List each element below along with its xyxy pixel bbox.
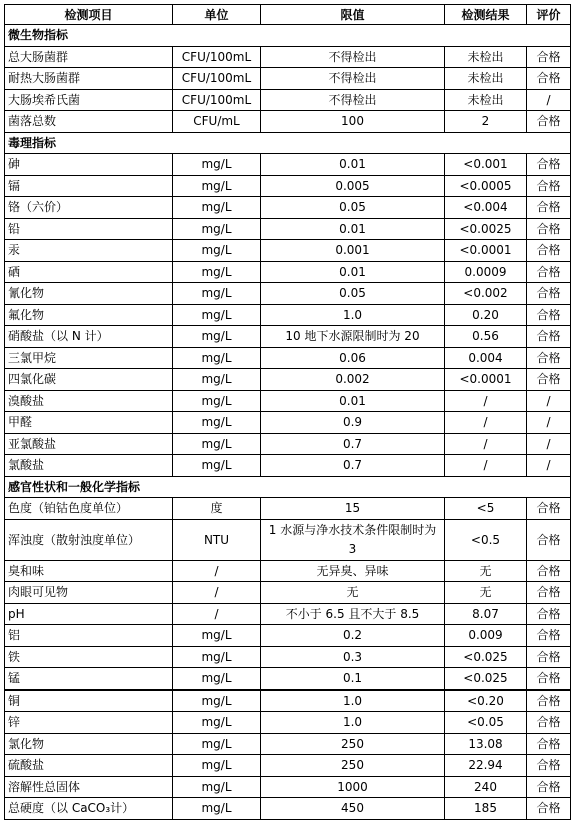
cell-evaluation: 合格 bbox=[527, 154, 571, 176]
cell-result: 0.56 bbox=[445, 326, 527, 348]
table-row bbox=[5, 455, 571, 477]
table-row bbox=[5, 89, 571, 111]
cell-evaluation: 合格 bbox=[527, 498, 571, 520]
cell-result: <0.5 bbox=[445, 519, 527, 560]
cell-evaluation: 合格 bbox=[527, 46, 571, 68]
cell-unit: mg/L bbox=[173, 197, 261, 219]
cell-unit: 度 bbox=[173, 498, 261, 520]
cell-limit: 10 地下水源限制时为 20 bbox=[261, 326, 445, 348]
cell-item: 色度（铂钴色度单位） bbox=[5, 498, 173, 520]
cell-unit: mg/L bbox=[173, 668, 261, 690]
cell-unit: mg/L bbox=[173, 733, 261, 755]
cell-limit: 0.005 bbox=[261, 175, 445, 197]
cell-item: 氯酸盐 bbox=[5, 455, 173, 477]
table-row bbox=[5, 154, 571, 176]
header-result: 检测结果 bbox=[445, 5, 527, 25]
cell-limit: 250 bbox=[261, 755, 445, 777]
cell-item: 亚氯酸盐 bbox=[5, 433, 173, 455]
cell-item: 硝酸盐（以 N 计） bbox=[5, 326, 173, 348]
header-unit: 单位 bbox=[173, 5, 261, 25]
cell-evaluation: 合格 bbox=[527, 111, 571, 133]
cell-result: 22.94 bbox=[445, 755, 527, 777]
cell-unit: mg/L bbox=[173, 283, 261, 305]
cell-item: 浑浊度（散射浊度单位） bbox=[5, 519, 173, 560]
cell-limit: 0.3 bbox=[261, 646, 445, 668]
cell-unit: CFU/100mL bbox=[173, 68, 261, 90]
cell-result: / bbox=[445, 433, 527, 455]
water-quality-report bbox=[4, 4, 570, 820]
cell-item: 肉眼可见物 bbox=[5, 582, 173, 604]
cell-result: 0.0009 bbox=[445, 261, 527, 283]
cell-evaluation: 合格 bbox=[527, 369, 571, 391]
cell-limit: 1.0 bbox=[261, 304, 445, 326]
cell-unit: mg/L bbox=[173, 690, 261, 712]
cell-evaluation: / bbox=[527, 455, 571, 477]
cell-limit: 0.7 bbox=[261, 433, 445, 455]
table-row bbox=[5, 646, 571, 668]
cell-unit: mg/L bbox=[173, 625, 261, 647]
cell-result: 0.20 bbox=[445, 304, 527, 326]
cell-result: <0.0005 bbox=[445, 175, 527, 197]
table-row bbox=[5, 498, 571, 520]
table-row bbox=[5, 369, 571, 391]
cell-evaluation: 合格 bbox=[527, 240, 571, 262]
cell-limit: 0.05 bbox=[261, 197, 445, 219]
cell-evaluation: / bbox=[527, 390, 571, 412]
cell-item: 铁 bbox=[5, 646, 173, 668]
cell-unit: / bbox=[173, 582, 261, 604]
cell-item: 大肠埃希氏菌 bbox=[5, 89, 173, 111]
cell-unit: mg/L bbox=[173, 755, 261, 777]
cell-result: / bbox=[445, 390, 527, 412]
cell-limit: 0.01 bbox=[261, 261, 445, 283]
table-row bbox=[5, 326, 571, 348]
table-row bbox=[5, 283, 571, 305]
section-row bbox=[5, 132, 571, 154]
cell-item: 铬（六价） bbox=[5, 197, 173, 219]
cell-evaluation: 合格 bbox=[527, 755, 571, 777]
cell-unit: mg/L bbox=[173, 646, 261, 668]
table-row bbox=[5, 603, 571, 625]
cell-evaluation: 合格 bbox=[527, 261, 571, 283]
cell-unit: mg/L bbox=[173, 798, 261, 820]
test-results-table bbox=[4, 4, 571, 820]
cell-limit: 不小于 6.5 且不大于 8.5 bbox=[261, 603, 445, 625]
cell-limit: 0.002 bbox=[261, 369, 445, 391]
cell-unit: mg/L bbox=[173, 776, 261, 798]
cell-result: <0.0001 bbox=[445, 240, 527, 262]
cell-evaluation: 合格 bbox=[527, 798, 571, 820]
table-row bbox=[5, 733, 571, 755]
cell-item: 菌落总数 bbox=[5, 111, 173, 133]
table-row bbox=[5, 197, 571, 219]
cell-item: 镉 bbox=[5, 175, 173, 197]
cell-item: 氰化物 bbox=[5, 283, 173, 305]
cell-evaluation: 合格 bbox=[527, 304, 571, 326]
cell-limit: 1.0 bbox=[261, 690, 445, 712]
table-row bbox=[5, 755, 571, 777]
cell-evaluation: / bbox=[527, 412, 571, 434]
cell-evaluation: / bbox=[527, 89, 571, 111]
cell-item: 铜 bbox=[5, 690, 173, 712]
table-row bbox=[5, 390, 571, 412]
section-title: 毒理指标 bbox=[5, 132, 571, 154]
cell-limit: 无异臭、异味 bbox=[261, 560, 445, 582]
table-row bbox=[5, 690, 571, 712]
cell-item: 硒 bbox=[5, 261, 173, 283]
cell-result: 0.004 bbox=[445, 347, 527, 369]
cell-result: / bbox=[445, 412, 527, 434]
cell-item: 汞 bbox=[5, 240, 173, 262]
cell-limit: 0.2 bbox=[261, 625, 445, 647]
cell-item: 氟化物 bbox=[5, 304, 173, 326]
table-row bbox=[5, 175, 571, 197]
cell-item: 耐热大肠菌群 bbox=[5, 68, 173, 90]
cell-evaluation: 合格 bbox=[527, 603, 571, 625]
cell-evaluation: 合格 bbox=[527, 646, 571, 668]
table-row bbox=[5, 625, 571, 647]
cell-limit: 不得检出 bbox=[261, 46, 445, 68]
cell-unit: mg/L bbox=[173, 154, 261, 176]
cell-item: 溴酸盐 bbox=[5, 390, 173, 412]
cell-evaluation: 合格 bbox=[527, 712, 571, 734]
cell-evaluation: 合格 bbox=[527, 218, 571, 240]
table-row bbox=[5, 261, 571, 283]
cell-result: 2 bbox=[445, 111, 527, 133]
table-row bbox=[5, 347, 571, 369]
section-title: 感官性状和一般化学指标 bbox=[5, 476, 571, 498]
cell-unit: mg/L bbox=[173, 433, 261, 455]
table-row bbox=[5, 240, 571, 262]
header-evaluation: 评价 bbox=[527, 5, 571, 25]
header-limit: 限值 bbox=[261, 5, 445, 25]
cell-evaluation: 合格 bbox=[527, 326, 571, 348]
cell-result: 未检出 bbox=[445, 68, 527, 90]
cell-unit: mg/L bbox=[173, 390, 261, 412]
cell-item: 氯化物 bbox=[5, 733, 173, 755]
cell-unit: CFU/mL bbox=[173, 111, 261, 133]
cell-limit: 0.7 bbox=[261, 455, 445, 477]
table-row bbox=[5, 668, 571, 690]
cell-limit: 无 bbox=[261, 582, 445, 604]
cell-item: 砷 bbox=[5, 154, 173, 176]
table-row bbox=[5, 218, 571, 240]
header-row bbox=[5, 5, 571, 25]
cell-item: 硫酸盐 bbox=[5, 755, 173, 777]
cell-result: 240 bbox=[445, 776, 527, 798]
table-row bbox=[5, 304, 571, 326]
cell-result: <0.0025 bbox=[445, 218, 527, 240]
cell-limit: 0.9 bbox=[261, 412, 445, 434]
cell-result: <0.002 bbox=[445, 283, 527, 305]
cell-limit: 250 bbox=[261, 733, 445, 755]
cell-evaluation: 合格 bbox=[527, 560, 571, 582]
cell-limit: 1000 bbox=[261, 776, 445, 798]
cell-result: <0.0001 bbox=[445, 369, 527, 391]
cell-evaluation: 合格 bbox=[527, 690, 571, 712]
cell-limit: 0.06 bbox=[261, 347, 445, 369]
cell-result: 13.08 bbox=[445, 733, 527, 755]
cell-unit: mg/L bbox=[173, 218, 261, 240]
cell-evaluation: / bbox=[527, 433, 571, 455]
cell-limit: 0.01 bbox=[261, 390, 445, 412]
table-row bbox=[5, 560, 571, 582]
table-row bbox=[5, 519, 571, 560]
cell-item: 铅 bbox=[5, 218, 173, 240]
cell-evaluation: 合格 bbox=[527, 519, 571, 560]
cell-unit: CFU/100mL bbox=[173, 46, 261, 68]
cell-limit: 100 bbox=[261, 111, 445, 133]
cell-limit: 1.0 bbox=[261, 712, 445, 734]
table-row bbox=[5, 712, 571, 734]
cell-item: 总硬度（以 CaCO₃计） bbox=[5, 798, 173, 820]
cell-result: 无 bbox=[445, 560, 527, 582]
table-row bbox=[5, 433, 571, 455]
cell-result: <0.001 bbox=[445, 154, 527, 176]
section-title: 微生物指标 bbox=[5, 25, 571, 47]
cell-limit: 不得检出 bbox=[261, 68, 445, 90]
cell-unit: mg/L bbox=[173, 412, 261, 434]
cell-unit: mg/L bbox=[173, 369, 261, 391]
cell-result: <5 bbox=[445, 498, 527, 520]
cell-limit: 0.001 bbox=[261, 240, 445, 262]
cell-evaluation: 合格 bbox=[527, 668, 571, 690]
cell-limit: 15 bbox=[261, 498, 445, 520]
cell-evaluation: 合格 bbox=[527, 625, 571, 647]
cell-limit: 不得检出 bbox=[261, 89, 445, 111]
cell-evaluation: 合格 bbox=[527, 197, 571, 219]
cell-result: <0.05 bbox=[445, 712, 527, 734]
cell-result: <0.025 bbox=[445, 668, 527, 690]
table-row bbox=[5, 46, 571, 68]
cell-unit: mg/L bbox=[173, 175, 261, 197]
cell-result: <0.20 bbox=[445, 690, 527, 712]
cell-unit: mg/L bbox=[173, 304, 261, 326]
cell-item: 甲醛 bbox=[5, 412, 173, 434]
cell-evaluation: 合格 bbox=[527, 283, 571, 305]
cell-unit: mg/L bbox=[173, 240, 261, 262]
section-row bbox=[5, 476, 571, 498]
cell-item: pH bbox=[5, 603, 173, 625]
cell-evaluation: 合格 bbox=[527, 776, 571, 798]
table-row bbox=[5, 111, 571, 133]
cell-limit: 0.1 bbox=[261, 668, 445, 690]
cell-evaluation: 合格 bbox=[527, 733, 571, 755]
cell-evaluation: 合格 bbox=[527, 68, 571, 90]
cell-evaluation: 合格 bbox=[527, 175, 571, 197]
cell-unit: / bbox=[173, 560, 261, 582]
cell-unit: mg/L bbox=[173, 455, 261, 477]
cell-unit: mg/L bbox=[173, 326, 261, 348]
cell-item: 锰 bbox=[5, 668, 173, 690]
cell-unit: mg/L bbox=[173, 261, 261, 283]
cell-unit: NTU bbox=[173, 519, 261, 560]
cell-evaluation: 合格 bbox=[527, 347, 571, 369]
cell-limit: 0.05 bbox=[261, 283, 445, 305]
table-row bbox=[5, 798, 571, 820]
cell-result: 0.009 bbox=[445, 625, 527, 647]
cell-item: 总大肠菌群 bbox=[5, 46, 173, 68]
cell-result: <0.025 bbox=[445, 646, 527, 668]
cell-result: 未检出 bbox=[445, 46, 527, 68]
cell-result: 未检出 bbox=[445, 89, 527, 111]
cell-limit: 0.01 bbox=[261, 218, 445, 240]
cell-item: 臭和味 bbox=[5, 560, 173, 582]
cell-item: 铝 bbox=[5, 625, 173, 647]
cell-unit: mg/L bbox=[173, 347, 261, 369]
section-row bbox=[5, 25, 571, 47]
cell-limit: 450 bbox=[261, 798, 445, 820]
cell-evaluation: 合格 bbox=[527, 582, 571, 604]
cell-result: <0.004 bbox=[445, 197, 527, 219]
cell-result: 无 bbox=[445, 582, 527, 604]
cell-item: 三氯甲烷 bbox=[5, 347, 173, 369]
cell-item: 锌 bbox=[5, 712, 173, 734]
table-row bbox=[5, 776, 571, 798]
cell-unit: CFU/100mL bbox=[173, 89, 261, 111]
cell-unit: mg/L bbox=[173, 712, 261, 734]
cell-limit: 1 水源与净水技术条件限制时为 3 bbox=[261, 519, 445, 560]
table-row bbox=[5, 412, 571, 434]
cell-unit: / bbox=[173, 603, 261, 625]
cell-item: 溶解性总固体 bbox=[5, 776, 173, 798]
cell-item: 四氯化碳 bbox=[5, 369, 173, 391]
header-item: 检测项目 bbox=[5, 5, 173, 25]
cell-result: 8.07 bbox=[445, 603, 527, 625]
table-row bbox=[5, 582, 571, 604]
table-row bbox=[5, 68, 571, 90]
cell-limit: 0.01 bbox=[261, 154, 445, 176]
cell-result: / bbox=[445, 455, 527, 477]
cell-result: 185 bbox=[445, 798, 527, 820]
